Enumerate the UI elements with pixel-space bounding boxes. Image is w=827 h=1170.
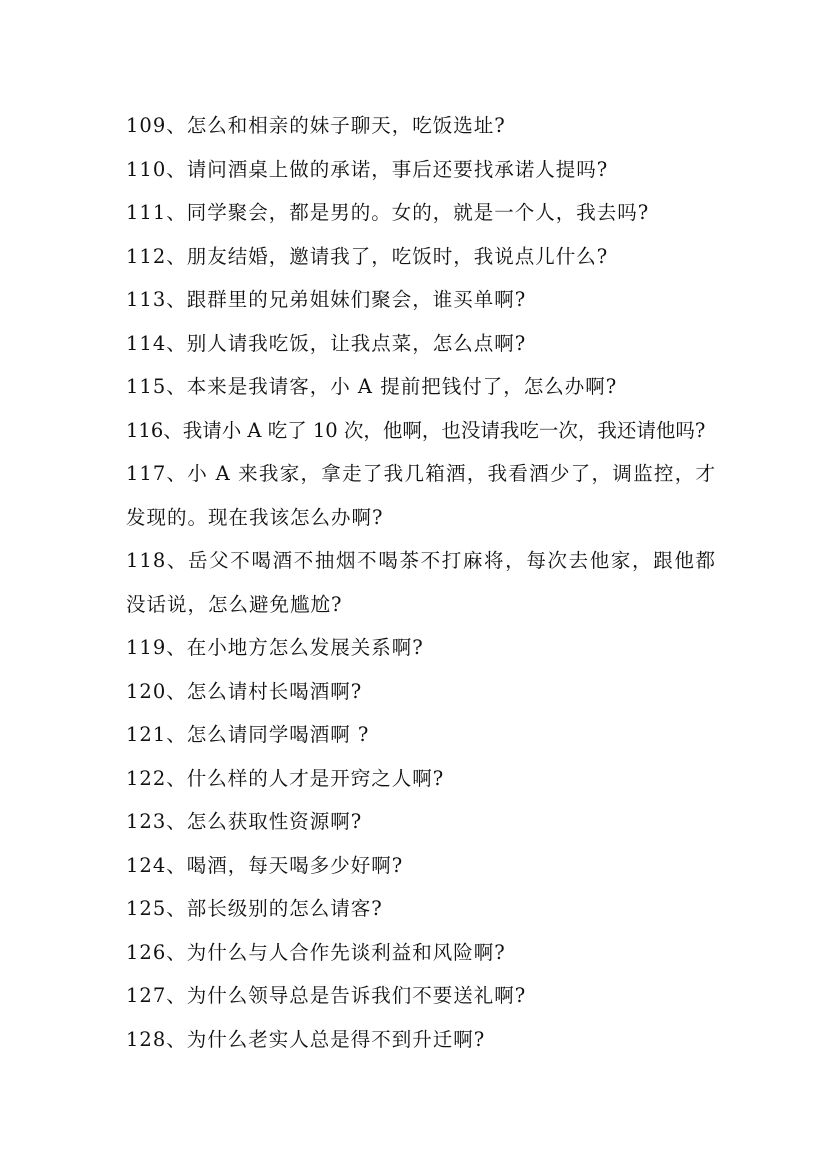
question-list [126,104,716,1061]
question-118: 118、岳父不喝酒不抽烟不喝茶不打麻将，每次去他家，跟他都没话说，怎么避免尴尬? [126,549,716,616]
question-119: 119、在小地方怎么发展关系啊? [126,636,424,659]
question-114: 114、别人请我吃饭，让我点菜，怎么点啊? [126,331,527,355]
question-115: 115、本来是我请客，小 A 提前把钱付了，怎么办啊? [126,375,618,398]
question-116: 116、我请小 A 吃了 10 次，他啊，也没请我吃一次，我还请他吗? [126,418,706,442]
question-117: 117、小 A 来我家，拿走了我几箱酒，我看酒少了，调监控，才发现的。现在我该怎么办啊? [126,462,716,529]
question-110: 110、请问酒桌上做的承诺，事后还要找承诺人提吗? [126,157,609,181]
question-112: 112、朋友结婚，邀请我了，吃饭时，我说点儿什么? [126,244,609,268]
question-127: 127、为什么领导总是告诉我们不要送礼啊? [126,984,527,1007]
question-122: 122、什么样的人才是开窍之人啊? [126,766,445,790]
question-128: 128、为什么老实人总是得不到升迁啊? [126,1027,486,1051]
question-109: 109、怎么和相亲的妹子聊天，吃饭选址? [126,114,506,137]
question-120: 120、怎么请村长喝酒啊? [126,679,363,703]
question-121: 121、怎么请同学喝酒啊 ? [126,723,370,746]
question-126: 126、为什么与人合作先谈利益和风险啊? [126,940,506,964]
question-124: 124、喝酒，每天喝多少好啊? [126,853,404,877]
question-125: 125、部长级别的怎么请客? [126,897,383,920]
question-113: 113、跟群里的兄弟姐妹们聚会，谁买单啊? [126,288,527,311]
question-123: 123、怎么获取性资源啊? [126,810,363,833]
question-111: 111、同学聚会，都是男的。女的，就是一个人，我去吗? [126,201,650,224]
